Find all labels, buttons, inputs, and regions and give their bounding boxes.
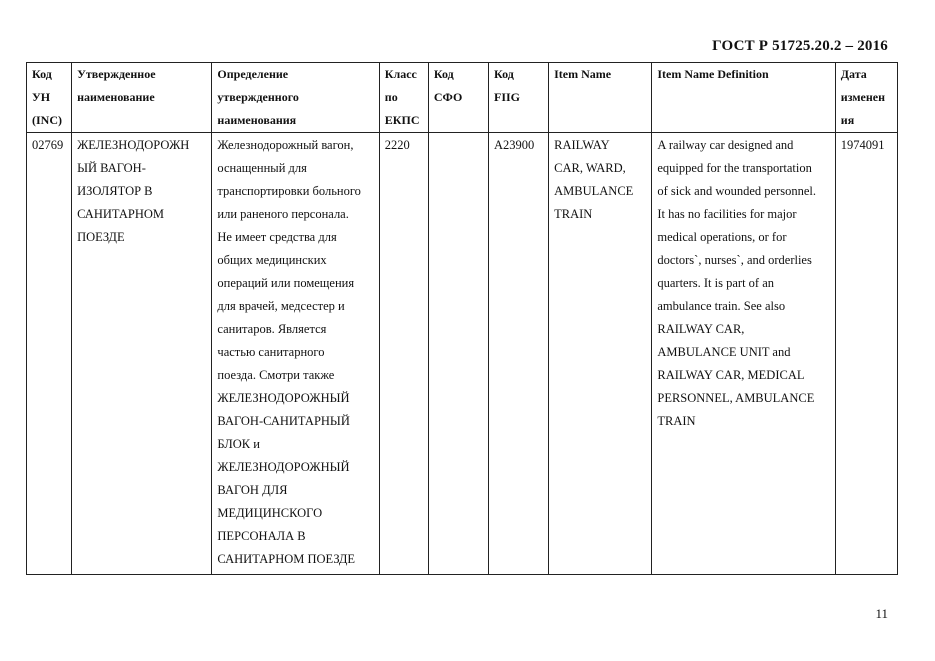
- column-header-item-name: Item Name: [549, 63, 652, 133]
- column-header-sfo-code: Код СФО: [428, 63, 488, 133]
- column-header-inc: Код УН (INC): [27, 63, 72, 133]
- cell-definition: Железнодорожный вагон, оснащенный для транспортировки больного или раненого персонала. Не имеет средства для общих медицинских операций или помещения для врачей, медсестер и санитаров. Является частью санитарного поезда. Смотри также ЖЕЛЕЗНОДОРОЖНЫЙ ВАГОН-САНИТАРНЫЙ БЛОК и ЖЕЛЕЗНОДОРОЖНЫЙ ВАГОН ДЛЯ МЕДИЦИНСКОГО ПЕРСОНАЛА В САНИТАРНОМ ПОЕЗДЕ: [212, 133, 379, 575]
- cell-ekps-class: 2220: [379, 133, 428, 575]
- column-header-fiig-code: Код FIIG: [489, 63, 549, 133]
- column-header-item-name-definition: Item Name Definition: [652, 63, 835, 133]
- column-header-ekps-class: Класс по ЕКПС: [379, 63, 428, 133]
- table-header-row: [27, 63, 898, 133]
- table-row: [27, 133, 898, 575]
- cell-change-date: 1974091: [835, 133, 897, 575]
- cell-item-name: RAILWAY CAR, WARD, AMBULANCE TRAIN: [549, 133, 652, 575]
- cell-inc: 02769: [27, 133, 72, 575]
- column-header-definition: Определение утвержденного наименования: [212, 63, 379, 133]
- cell-sfo-code: [428, 133, 488, 575]
- specification-table: [26, 62, 898, 575]
- column-header-change-date: Дата изменен ия: [835, 63, 897, 133]
- cell-fiig-code: A23900: [489, 133, 549, 575]
- page-number: 11: [875, 606, 888, 621]
- cell-item-name-definition: A railway car designed and equipped for the transportation of sick and wounded personnel. It has no facilities for major medical operations, or for doctors`, nurses`, and orderlies quarters. It is part of an ambulance train. See also RAILWAY CAR, AMBULANCE UNIT and RAILWAY CAR, MEDICAL PERSONNEL, AMBULANCE TRAIN: [652, 133, 835, 575]
- document-standard-number: ГОСТ Р 51725.20.2 – 2016: [712, 38, 888, 54]
- column-header-approved-name: Утвержденное наименование: [72, 63, 212, 133]
- cell-approved-name: ЖЕЛЕЗНОДОРОЖН ЫЙ ВАГОН- ИЗОЛЯТОР В САНИТАРНОМ ПОЕЗДЕ: [72, 133, 212, 575]
